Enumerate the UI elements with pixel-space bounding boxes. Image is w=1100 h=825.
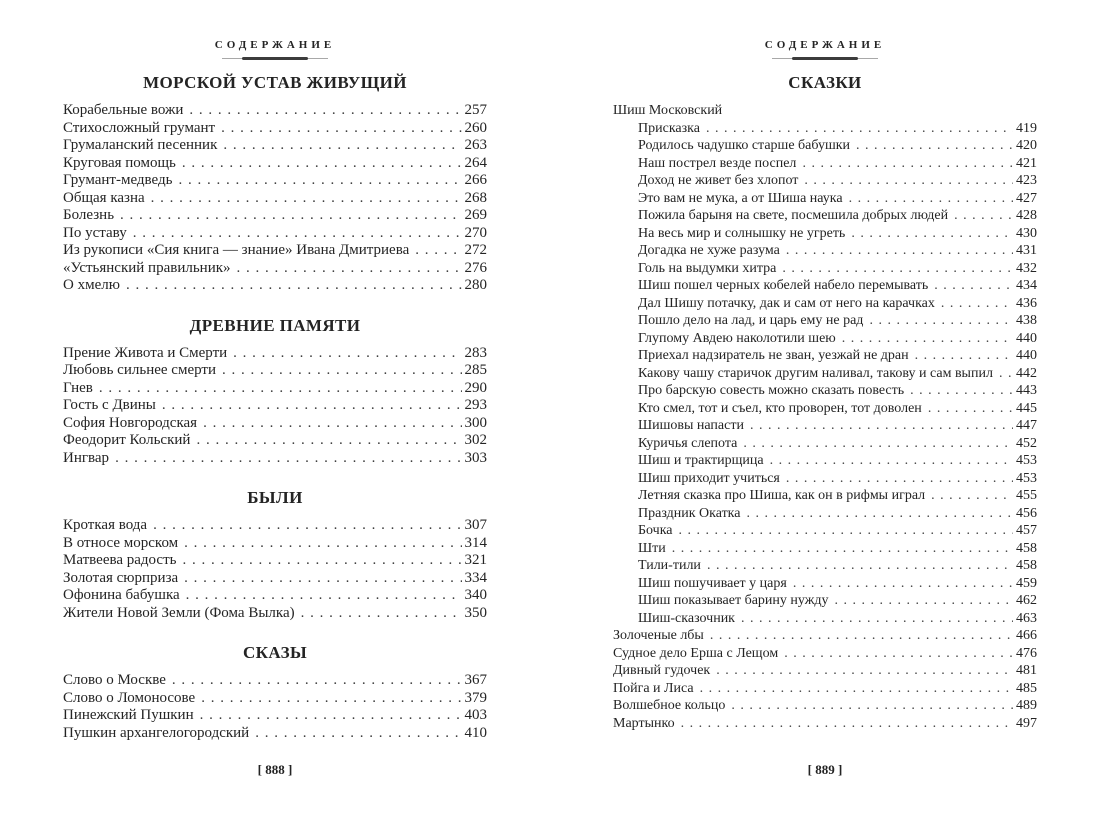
running-head (613, 38, 1037, 59)
toc-entry (613, 522, 1037, 540)
entry-page-number: 453 (1016, 453, 1037, 468)
dot-leader (842, 330, 1013, 348)
page-folio: [ 889 ] (807, 762, 843, 777)
entry-title: Шиш пошучивает у царя (638, 575, 787, 591)
entry-page-number: 285 (464, 362, 487, 378)
dot-leader (954, 207, 1013, 225)
entry-page-number: 438 (1016, 313, 1037, 328)
entry-title: В относе морском (63, 534, 179, 551)
entry-title: Родилось чадушко старше бабушки (638, 138, 851, 153)
entry-title: Дивный гудочек (613, 663, 711, 678)
entry-page-number: 302 (464, 432, 487, 448)
toc-entry (613, 347, 1037, 365)
toc-entry (613, 417, 1037, 435)
dot-leader (706, 120, 1013, 138)
entry-page-number: 303 (464, 449, 487, 466)
toc-entry (63, 672, 487, 690)
dot-leader (126, 277, 462, 295)
toc-entry (63, 725, 487, 743)
dot-leader (301, 605, 462, 623)
toc-entry (613, 627, 1037, 645)
toc-entry (613, 242, 1037, 260)
toc-entry (63, 362, 487, 380)
dot-leader (770, 452, 1013, 470)
entry-title: Шишовы напасти (638, 418, 744, 433)
toc-entry (613, 697, 1037, 715)
entry-title: София Новгородская (63, 414, 198, 431)
toc-entry (613, 435, 1037, 453)
entry-page-number: 430 (1016, 225, 1037, 241)
entry-page-number: 290 (464, 379, 487, 396)
running-head-title: СОДЕРЖАНИЕ (764, 39, 886, 51)
section-title: БЫЛИ (247, 488, 303, 507)
entry-page-number: 257 (464, 102, 487, 118)
toc-entry (613, 155, 1037, 173)
entry-page-number: 466 (1016, 628, 1037, 643)
dot-leader (237, 260, 462, 278)
toc-entry (613, 102, 1037, 120)
entry-title: Приехал надзиратель не зван, уезжай не дран (638, 348, 909, 363)
entry-title: Пушкин архангелогородский (63, 724, 250, 741)
entry-title: Матвеева радость (63, 552, 177, 568)
entry-title: Кроткая вода (63, 517, 148, 533)
dot-leader (172, 672, 462, 690)
entry-title: Дал Шишу потачку, дак и сам от него на карачках (638, 295, 935, 311)
section-title: СКАЗЫ (242, 643, 308, 662)
entry-page-number: 410 (464, 724, 487, 741)
toc-entry (63, 102, 487, 120)
dot-leader (182, 155, 462, 173)
toc-entry (613, 645, 1037, 663)
entry-title: Наш пострел везде поспел (638, 155, 797, 171)
dot-leader (700, 680, 1013, 698)
entry-title: Прение Живота и Смерти (63, 344, 228, 361)
entry-page-number: 421 (1016, 155, 1037, 171)
entry-page-number: 419 (1016, 120, 1037, 136)
dot-leader (255, 725, 461, 743)
entry-title: Золоченые лбы (613, 628, 704, 643)
dot-leader (679, 522, 1013, 540)
dot-leader (934, 277, 1013, 295)
dot-leader (716, 662, 1013, 680)
entry-page-number: 350 (464, 604, 487, 621)
entry-page-number: 428 (1016, 208, 1037, 223)
entry-title: Тили-тили (638, 558, 701, 573)
dot-leader (707, 557, 1013, 575)
toc-entry (613, 557, 1037, 575)
entry-page-number: 423 (1016, 173, 1037, 188)
toc-entry (63, 120, 487, 138)
entry-title: Золотая сюрприза (63, 569, 179, 586)
toc-entry (63, 517, 487, 535)
toc-entry (63, 137, 487, 155)
entry-page-number: 314 (464, 534, 487, 551)
entry-page-number: 481 (1016, 663, 1037, 678)
entry-title: Пошло дело на лад, и царь ему не рад (638, 313, 864, 328)
toc-entry (613, 540, 1037, 558)
dot-leader (928, 400, 1013, 418)
toc-entry (63, 587, 487, 605)
dot-leader (186, 587, 462, 605)
toc-entry (613, 277, 1037, 295)
dot-leader (203, 415, 461, 433)
toc-entry (613, 470, 1037, 488)
dot-leader (784, 645, 1013, 663)
header-rule-ornament (222, 58, 328, 59)
entry-page-number: 485 (1016, 680, 1037, 696)
dot-leader (151, 190, 462, 208)
entry-title: Из рукописи «Сия книга — знание» Ивана Дмитриева (63, 242, 410, 258)
dot-leader (153, 517, 461, 535)
entry-page-number: 445 (1016, 400, 1037, 416)
entry-title: Шиш Московский (613, 103, 723, 118)
entry-title: Гнев (63, 379, 93, 396)
toc-entry (613, 260, 1037, 278)
dot-leader (786, 242, 1013, 260)
entry-page-number: 263 (464, 137, 487, 153)
entry-title: Общая казна (63, 189, 145, 206)
entry-page-number: 269 (464, 207, 487, 223)
toc-entry (613, 382, 1037, 400)
dot-leader (222, 362, 462, 380)
entry-page-number: 453 (1016, 470, 1037, 486)
toc-entry (613, 400, 1037, 418)
toc-entry (613, 575, 1037, 593)
toc-entry (63, 605, 487, 623)
entry-title: Шиш-сказочник (638, 610, 735, 626)
entry-title: «Устьянский правильник» (63, 259, 231, 276)
entry-title: На весь мир и солнышку не угреть (638, 225, 846, 241)
toc-entry (63, 207, 487, 225)
toc-entry (613, 592, 1037, 610)
dot-leader (851, 225, 1013, 243)
toc-entry (63, 570, 487, 588)
dot-leader (672, 540, 1013, 558)
toc-entry (613, 365, 1037, 383)
entry-title: Пинежский Пушкин (63, 707, 194, 723)
toc-entry (613, 487, 1037, 505)
entry-page-number: 436 (1016, 295, 1037, 311)
entry-page-number: 456 (1016, 505, 1037, 521)
right-page (613, 38, 1037, 800)
entry-title: Слово о Москве (63, 672, 166, 688)
section-title: МОРСКОЙ УСТАВ ЖИВУЩИЙ (143, 73, 407, 92)
toc-entry (63, 155, 487, 173)
entry-title: О хмелю (63, 277, 120, 293)
toc-entry (63, 397, 487, 415)
dot-leader (786, 470, 1013, 488)
dot-leader (162, 397, 462, 415)
entry-page-number: 489 (1016, 698, 1037, 713)
toc-entry (613, 452, 1037, 470)
dot-leader (931, 487, 1013, 505)
entry-title: Судное дело Ерша с Лещом (613, 645, 779, 661)
entry-page-number: 443 (1016, 383, 1037, 398)
entry-page-number: 447 (1016, 418, 1037, 433)
entry-page-number: 457 (1016, 523, 1037, 538)
dot-leader (196, 432, 461, 450)
dot-leader (200, 707, 462, 725)
toc-entry (613, 312, 1037, 330)
toc-entry (63, 172, 487, 190)
toc-entry (613, 715, 1037, 733)
entry-page-number: 420 (1016, 138, 1037, 153)
dot-leader (184, 535, 461, 553)
entry-page-number: 497 (1016, 715, 1037, 731)
entry-title: Это вам не мука, а от Шиша наука (638, 190, 843, 206)
entry-page-number: 264 (464, 154, 487, 171)
dot-leader (681, 715, 1013, 733)
entry-page-number: 455 (1016, 488, 1037, 503)
entry-title: Шиш пошел черных кобелей набело перемывать (638, 278, 929, 293)
entry-title: Пожила барыня на свете, посмешила добрых людей (638, 208, 949, 223)
entry-page-number: 427 (1016, 190, 1037, 206)
entry-title: Жители Новой Земли (Фома Вылка) (63, 604, 295, 621)
dot-leader (415, 242, 461, 260)
entry-page-number: 459 (1016, 575, 1037, 591)
entry-page-number: 367 (464, 672, 487, 688)
entry-page-number: 379 (464, 689, 487, 706)
entry-title: Волшебное кольцо (613, 698, 726, 713)
dot-leader (999, 365, 1013, 383)
entry-title: Ингвар (63, 449, 110, 466)
entry-page-number: 463 (1016, 610, 1037, 626)
entry-page-number: 442 (1016, 365, 1037, 381)
entry-page-number: 276 (464, 259, 487, 276)
dot-leader (201, 690, 461, 708)
entry-title: Мартынко (613, 715, 675, 731)
toc-entry (63, 260, 487, 278)
dot-leader (741, 610, 1013, 628)
dot-leader (782, 260, 1013, 278)
dot-leader (184, 570, 461, 588)
entry-page-number: 476 (1016, 645, 1037, 661)
entry-title: Феодорит Кольский (63, 432, 191, 448)
entry-page-number: 270 (464, 224, 487, 241)
dot-leader (99, 380, 462, 398)
left-page (63, 38, 487, 800)
entry-page-number: 268 (464, 189, 487, 206)
entry-title: Бочка (638, 523, 673, 538)
entry-title: Присказка (638, 120, 700, 136)
dot-leader (182, 552, 461, 570)
entry-title: Голь на выдумки хитра (638, 260, 777, 276)
dot-leader (731, 697, 1013, 715)
toc-entry (613, 295, 1037, 313)
dot-leader (233, 345, 461, 363)
toc-entry (63, 535, 487, 553)
entry-page-number: 266 (464, 172, 487, 188)
section-title: СКАЗКИ (788, 73, 862, 92)
entry-title: Стихосложный грумант (63, 119, 216, 136)
entry-title: Догадка не хуже разума (638, 243, 780, 258)
toc-entry (63, 380, 487, 398)
entry-page-number: 283 (464, 344, 487, 361)
toc-entry (613, 207, 1037, 225)
running-head (63, 38, 487, 59)
header-rule-ornament (772, 58, 878, 59)
entry-title: Корабельные вожи (63, 102, 184, 118)
dot-leader (178, 172, 461, 190)
entry-title: Любовь сильнее смерти (63, 362, 216, 378)
toc-entry (63, 225, 487, 243)
toc-entry (613, 662, 1037, 680)
dot-leader (750, 417, 1013, 435)
entry-page-number: 434 (1016, 278, 1037, 293)
toc-entry (63, 242, 487, 260)
dot-leader (115, 450, 461, 468)
entry-page-number: 293 (464, 397, 487, 413)
entry-title: Кто смел, тот и съел, кто проворен, тот доволен (638, 400, 922, 416)
toc-entry (613, 330, 1037, 348)
entry-title: Гость с Двины (63, 397, 156, 413)
entry-page-number: 403 (464, 707, 487, 723)
entry-title: Шиш и трактирщица (638, 453, 764, 468)
toc-entry (63, 415, 487, 433)
entry-page-number: 458 (1016, 558, 1037, 573)
entry-title: Слово о Ломоносове (63, 689, 196, 706)
dot-leader (133, 225, 462, 243)
entry-page-number: 300 (464, 414, 487, 431)
dot-leader (856, 137, 1013, 155)
entry-page-number: 462 (1016, 593, 1037, 608)
dot-leader (793, 575, 1013, 593)
entry-title: Шиш показывает барину нужду (638, 593, 829, 608)
sections (63, 72, 487, 742)
entry-title: Куричья слепота (638, 435, 738, 451)
toc-entry (63, 277, 487, 295)
toc-entry (63, 432, 487, 450)
toc-entry (613, 190, 1037, 208)
dot-leader (743, 435, 1013, 453)
toc-entry (613, 505, 1037, 523)
dot-leader (869, 312, 1013, 330)
toc-entry (63, 552, 487, 570)
running-head-title: СОДЕРЖАНИЕ (214, 39, 336, 51)
dot-leader (910, 382, 1013, 400)
entry-title: Шти (638, 540, 666, 556)
dot-leader (746, 505, 1013, 523)
sections (613, 72, 1037, 732)
entry-title: По уставу (63, 224, 127, 241)
entry-title: Глупому Авдею наколотили шею (638, 330, 836, 346)
entry-page-number: 440 (1016, 348, 1037, 363)
entry-page-number: 272 (464, 242, 487, 258)
toc-entry (613, 137, 1037, 155)
toc-entry (63, 190, 487, 208)
entry-page-number: 440 (1016, 330, 1037, 346)
entry-title: Про барскую совесть можно сказать повесть (638, 383, 905, 398)
dot-leader (915, 347, 1013, 365)
dot-leader (941, 295, 1013, 313)
dot-leader (189, 102, 461, 120)
dot-leader (120, 207, 461, 225)
entry-title: Грумант-медведь (63, 172, 173, 188)
toc-entry (63, 707, 487, 725)
toc-entry (63, 690, 487, 708)
toc-entry (613, 120, 1037, 138)
entry-page-number: 458 (1016, 540, 1037, 556)
toc-entry (613, 680, 1037, 698)
toc-entry (613, 610, 1037, 628)
entry-title: Какову чашу старичок другим наливал, такову и сам выпил (638, 365, 993, 381)
entry-page-number: 280 (464, 277, 487, 293)
entry-title: Круговая помощь (63, 154, 176, 171)
entry-title: Праздник Окатка (638, 505, 741, 521)
dot-leader (221, 120, 461, 138)
entry-page-number: 340 (464, 587, 487, 603)
section-title: ДРЕВНИЕ ПАМЯТИ (189, 315, 361, 335)
toc-entry (63, 345, 487, 363)
entry-page-number: 452 (1016, 435, 1037, 451)
entry-title: Пойга и Лиса (613, 680, 694, 696)
page-folio: [ 888 ] (257, 762, 293, 777)
entry-title: Летняя сказка про Шиша, как он в рифмы играл (638, 488, 926, 503)
entry-page-number: 432 (1016, 260, 1037, 276)
entry-title: Грумаланский песенник (63, 137, 218, 153)
toc-entry (613, 172, 1037, 190)
dot-leader (802, 155, 1013, 173)
entry-title: Доход не живет без хлопот (638, 173, 799, 188)
toc-entry (613, 225, 1037, 243)
entry-page-number: 321 (464, 552, 487, 568)
dot-leader (835, 592, 1013, 610)
dot-leader (710, 627, 1013, 645)
dot-leader (223, 137, 461, 155)
entry-page-number: 431 (1016, 243, 1037, 258)
dot-leader (849, 190, 1013, 208)
entry-page-number: 334 (464, 569, 487, 586)
dot-leader (804, 172, 1013, 190)
entry-title: Шиш приходит учиться (638, 470, 780, 486)
entry-title: Болезнь (63, 207, 115, 223)
toc-entry (63, 450, 487, 468)
entry-page-number: 307 (464, 517, 487, 533)
entry-title: Офонина бабушка (63, 587, 180, 603)
entry-page-number: 260 (464, 119, 487, 136)
